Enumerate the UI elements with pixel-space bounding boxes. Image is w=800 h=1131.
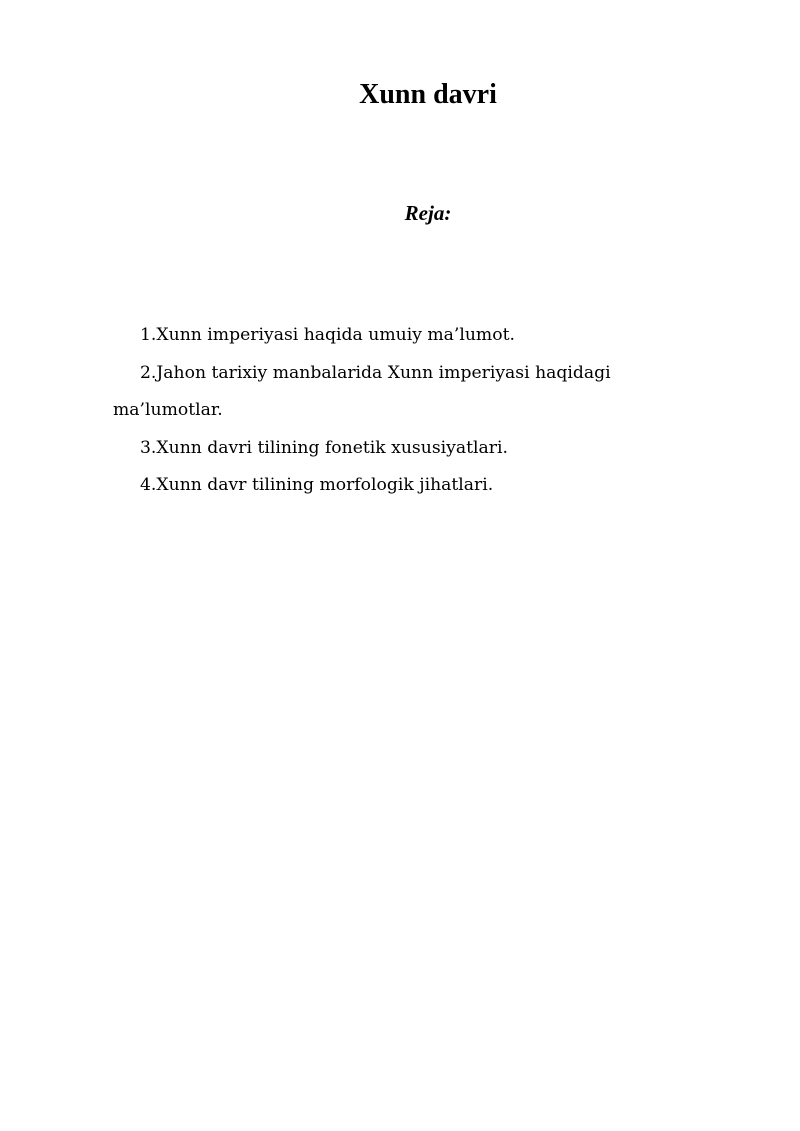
plan-item: 2.Jahon tarixiy manbalarida Xunn imperiyasi haqidagi ma’lumotlar. [113,362,611,420]
plan-list [113,317,673,505]
plan-item: 1.Xunn imperiyasi haqida umuiy ma’lumot. [140,325,515,345]
plan-heading: Reja: [404,201,452,225]
page-title: Xunn davri [359,79,497,110]
plan-item: 3.Xunn davri tilining fonetik xususiyatlari. [140,437,508,458]
plan-item: 4.Xunn davr tilining morfologik jihatlari. [140,475,494,495]
